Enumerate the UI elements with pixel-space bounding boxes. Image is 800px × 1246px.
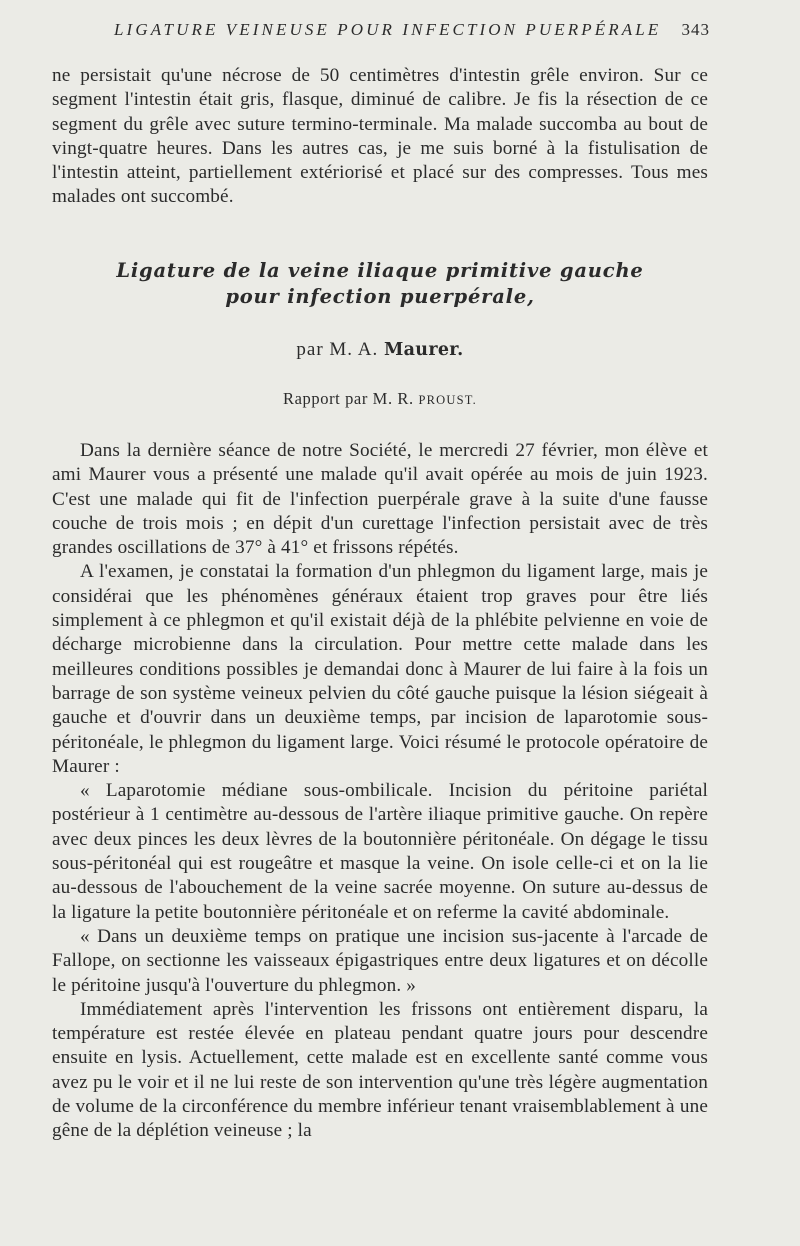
report-line [52,389,708,409]
page-number: 343 [681,20,710,39]
article-title-line-2: pour infection puerpérale, [225,285,535,308]
body-paragraph-1: Dans la dernière séance de notre Société, le mercredi 27 février, mon élève et ami Maurer vous a présenté une malade qu'il avait opérée au mois de juin 1923. C'est une malade qui fit de l'infection puerpérale grave à la suite d'une fausse couche de trois mois ; en dépit d'un curettage l'infection persistait avec de très grandes oscillations de 37° à 41° et frissons répétés. [52,440,708,559]
running-title: LIGATURE VEINEUSE POUR INFECTION PUERPÉRALE [114,20,662,39]
article-title-line-1: Ligature de la veine iliaque primitive gauche [116,259,644,282]
reporter-name: PROUST. [418,393,477,407]
carryover-paragraph [52,64,708,210]
article-body [52,439,708,1144]
body-paragraph-3: « Laparotomie médiane sous-ombilicale. Incision du péritoine pariétal postérieur à 1 centimètre au-dessous de l'artère iliaque primitive gauche. On repère avec deux pinces les deux lèvres de la boutonnière péritonéale. On dégage le tissu sous-péritonéal qui est rougeâtre et masque la veine. On isole celle-ci et on la lie au-dessous de l'abouchement de la veine sacrée moyenne. On suture au-dessus de la ligature la petite boutonnière péritonéale et on referme la cavité abdominale. [52,780,708,923]
body-paragraph-5: Immédiatement après l'intervention les frissons ont entièrement disparu, la température est restée élevée en plateau pendant quatre jours pour descendre ensuite en lysis. Actuellement, cette malade est en excellente santé comme vous avez pu le voir et il ne lui reste de son intervention qu'une très légère augmentation de volume de la circonférence du membre inférieur tenant vraisemblablement à une gêne de la déplétion veineuse ; la [52,998,708,1142]
carryover-paragraph-text: ne persistait qu'une nécrose de 50 centimètres d'intestin grêle environ. Sur ce segment l'intestin était gris, flasque, diminué de calibre. Je fis la résection de ce segment du grêle avec suture termino-terminale. Ma malade succomba au bout de vingt-quatre heures. Dans les autres cas, je me suis borné à la fistulisation de l'intestin atteint, partiellement extériorisé et placé sur des compresses. Tous mes malades ont succombé. [52,65,708,208]
body-paragraph-2: A l'examen, je constatai la formation d'un phlegmon du ligament large, mais je considérai que les phénomènes généraux étaient trop graves pour être liés simplement à ce phlegmon et qu'il existait déjà de la phlébite pelvienne en voie de décharge microbienne dans la circulation. Pour mettre cette malade dans les meilleures conditions possibles je demandai donc à Maurer de lui faire à la fois un barrage de son système veineux pelvien du côté gauche puisque la lésion siégeait à gauche et d'ouvrir dans un deuxième temps, par incision de laparotomie sous-péritonéale, le phlegmon du ligament large. Voici résumé le protocole opératoire de Maurer : [52,561,708,777]
byline-prefix: par M. A. [296,339,379,360]
running-header [110,20,710,44]
report-prefix: Rapport par M. R. [283,389,414,408]
article-title [52,258,708,310]
byline [52,339,708,361]
author-name: Maurer. [383,340,464,360]
body-paragraph-4: « Dans un deuxième temps on pratique une incision sus-jacente à l'arcade de Fallope, on sectionne les vaisseaux épigastriques entre deux ligatures et on décolle le péritoine jusqu'à l'ouverture du phlegmon. » [52,925,708,996]
